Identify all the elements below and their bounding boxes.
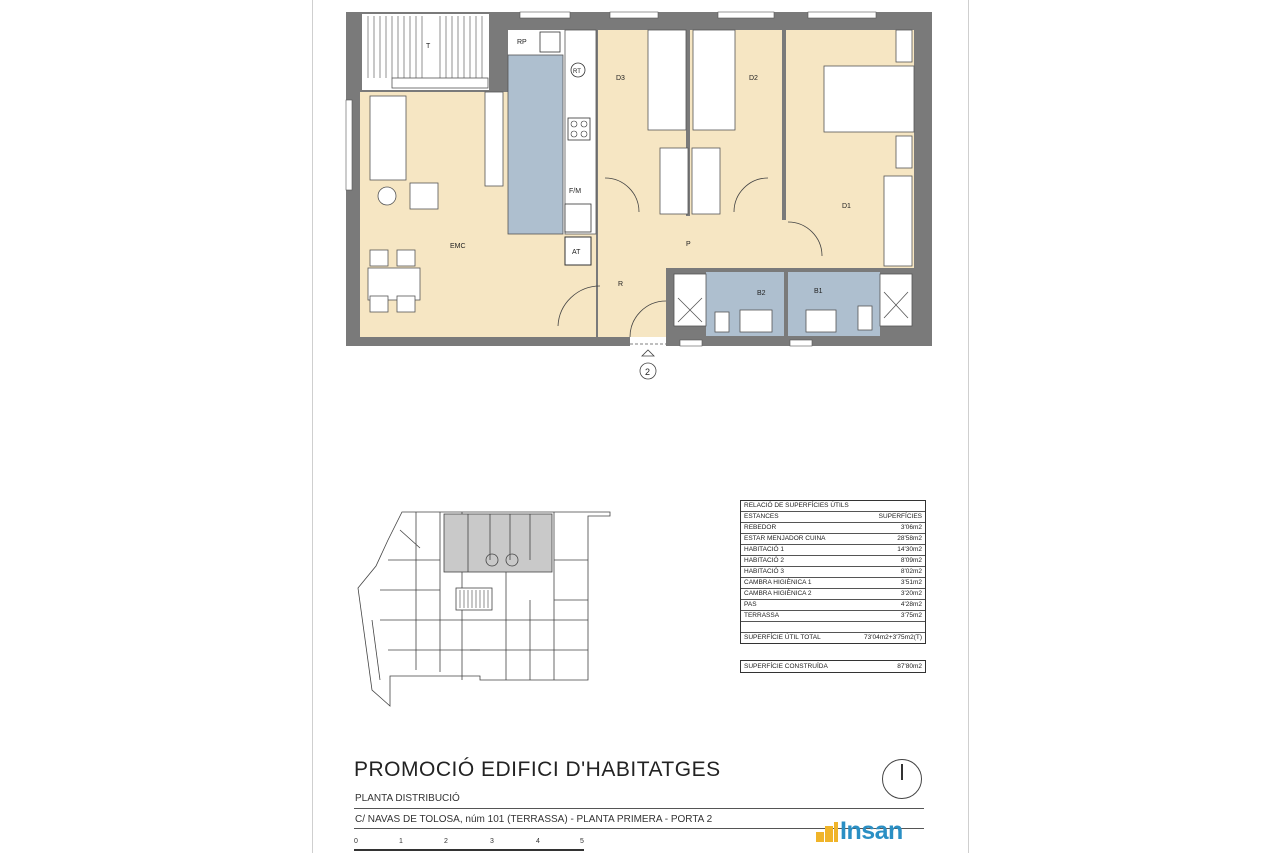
entrance-number: 2 (645, 367, 651, 377)
scale-bar (354, 838, 586, 853)
table-row: TERRASSA 3'75m2 (741, 611, 925, 622)
table-row: HABITACIÓ 2 8'09m2 (741, 556, 925, 567)
surfaces-table-header: ESTANCES SUPERFÍCIES (741, 512, 925, 523)
title-divider (354, 808, 924, 809)
scale-tick: 0 (354, 838, 358, 845)
table-row: CAMBRA HIGIÈNICA 2 3'20m2 (741, 589, 925, 600)
north-arrow-icon (882, 759, 922, 799)
label-at: AT (572, 249, 581, 256)
built-surface-table (740, 660, 926, 673)
label-fm: F/M (569, 188, 582, 195)
surfaces-table (740, 500, 926, 644)
scale-tick: 4 (536, 838, 540, 845)
floor-plan (0, 0, 1280, 400)
label-bath2: B2 (757, 290, 766, 297)
logo-mark-icon (814, 820, 840, 844)
scale-tick: 3 (490, 838, 494, 845)
label-terrace: T (426, 43, 431, 50)
built-row: SUPERFÍCIE CONSTRUÏDA 87'80m2 (744, 663, 922, 670)
scale-tick: 1 (399, 838, 403, 845)
label-bedroom3: D3 (616, 75, 625, 82)
label-bedroom1: D1 (842, 203, 851, 210)
label-living: EMC (450, 243, 466, 250)
table-row: PAS 4'28m2 (741, 600, 925, 611)
page-title: PROMOCIÓ EDIFICI D'HABITATGES (354, 758, 721, 781)
entrance-arrow (642, 350, 654, 356)
label-rt: RT (573, 69, 581, 75)
label-hall: P (686, 241, 691, 248)
scale-tick: 2 (444, 838, 448, 845)
label-bath1: B1 (814, 288, 823, 295)
kitchen-island (508, 55, 563, 234)
table-row: CAMBRA HIGIÈNICA 1 3'51m2 (741, 578, 925, 589)
table-row: REBEDOR 3'06m2 (741, 523, 925, 534)
scale-tick: 5 (580, 838, 584, 845)
table-row: HABITACIÓ 1 14'30m2 (741, 545, 925, 556)
address-line: C/ NAVAS DE TOLOSA, núm 101 (TERRASSA) - PLANTA PRIMERA - PORTA 2 (355, 814, 713, 825)
surfaces-table-title: RELACIÓ DE SUPERFÍCIES ÚTILS (741, 501, 925, 512)
table-row: ESTAR MENJADOR CUINA 28'58m2 (741, 534, 925, 545)
table-spacer (741, 622, 925, 633)
label-entry: R (618, 281, 624, 288)
double-bed (824, 66, 914, 132)
table-row: HABITACIÓ 3 8'02m2 (741, 567, 925, 578)
scale-line (354, 849, 584, 851)
page-subtitle: PLANTA DISTRIBUCIÓ (355, 793, 460, 804)
total-row: SUPERFÍCIE ÚTIL TOTAL 73'04m2+3'75m2(T) (744, 634, 922, 641)
dining-table (368, 268, 420, 300)
sofa (370, 96, 406, 180)
label-bedroom2: D2 (749, 75, 758, 82)
logo-text: Insan (840, 817, 903, 845)
label-rp: RP (517, 39, 527, 46)
insan-logo (814, 818, 903, 844)
